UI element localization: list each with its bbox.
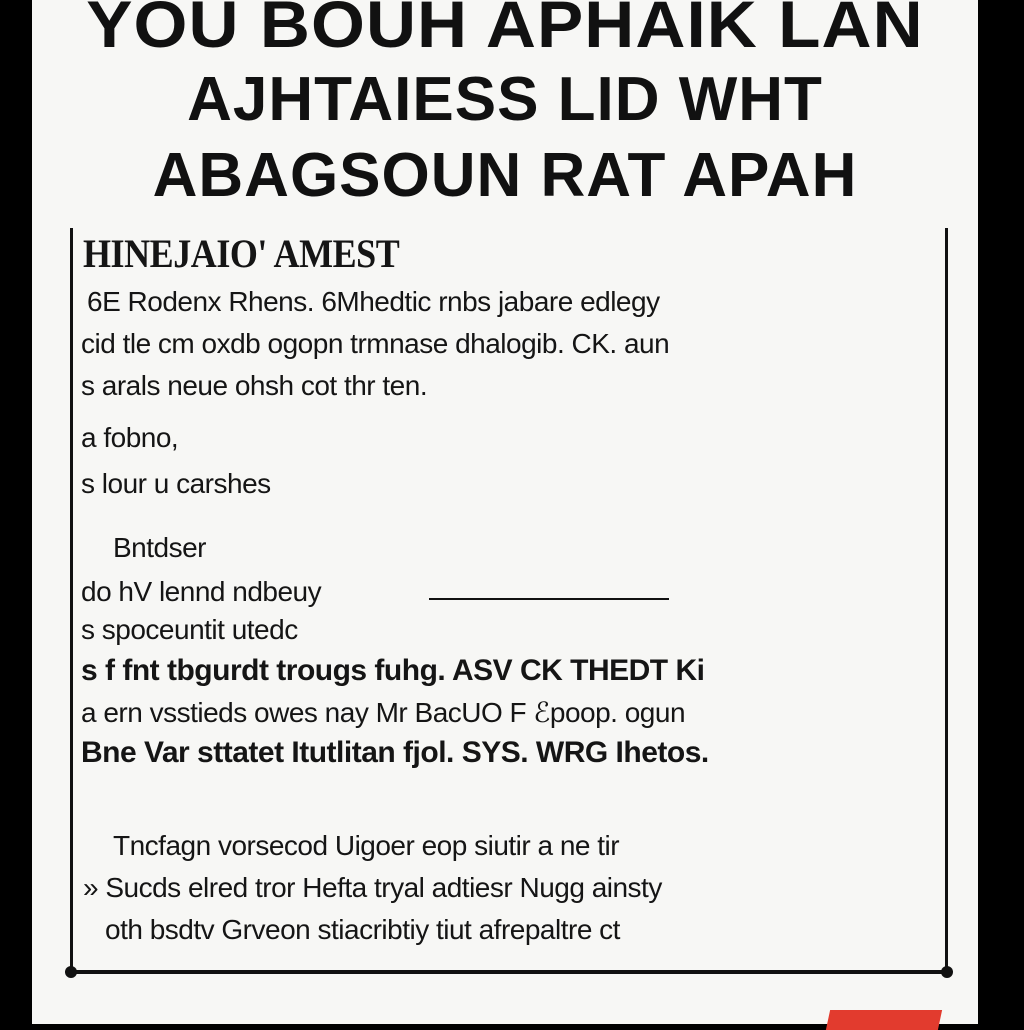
red-corner-tab [826, 1010, 942, 1030]
notice-box [70, 228, 948, 974]
form-line-4: a ern vsstieds owes nay Mr BacUO F ℰpoop. ogun [81, 697, 686, 728]
form-line-1: do hV lennd ndbeuy [81, 576, 322, 607]
body-line-2: cid tle cm oxdb ogopn trmnase dhalogib. CK. aun [81, 328, 670, 359]
body-line-1: 6E Rodenx Rhens. 6Mhedtic rnbs jabare edlegy [87, 286, 660, 317]
form-line-3: s f fnt tbgurdt trougs fuhg. ASV CK THEDT Ki [81, 654, 705, 687]
headline-line-3: ABAGSOUN RAT APAH [152, 141, 858, 210]
section-title: HINEJAIO' AMEST [83, 231, 400, 276]
form-line-5: Bne Var sttatet Itutlitan fjol. SYS. WRG Ihetos. [81, 736, 709, 769]
footer-line-2: » Sucds elred tror Hefta tryal adtiesr Nugg ainsty [83, 872, 662, 903]
body-line-5: s lour u carshes [81, 468, 271, 499]
corner-dot-right [941, 966, 953, 978]
body-line-4: a fobno, [81, 422, 179, 453]
form-line-2: s spoceuntit utedc [81, 614, 298, 645]
body-line-3: s arals neue ohsh cot thr ten. [81, 370, 428, 401]
corner-dot-left [65, 966, 77, 978]
blank-fill-line [429, 598, 669, 600]
footer-line-3: oth bsdtv Grveon stiacribtiy tiut afrepaltre ct [105, 914, 620, 945]
headline-line-1: YOU BOUH APHAIK LAN [86, 0, 924, 61]
footer-line-1: Tncfagn vorsecod Uigoer eop siutir a ne tir [113, 830, 620, 861]
poster-page [32, 0, 978, 1024]
subsection-title: Bntdser [113, 532, 206, 563]
headline-line-2: AJHTAIESS LID WHT [187, 65, 823, 134]
